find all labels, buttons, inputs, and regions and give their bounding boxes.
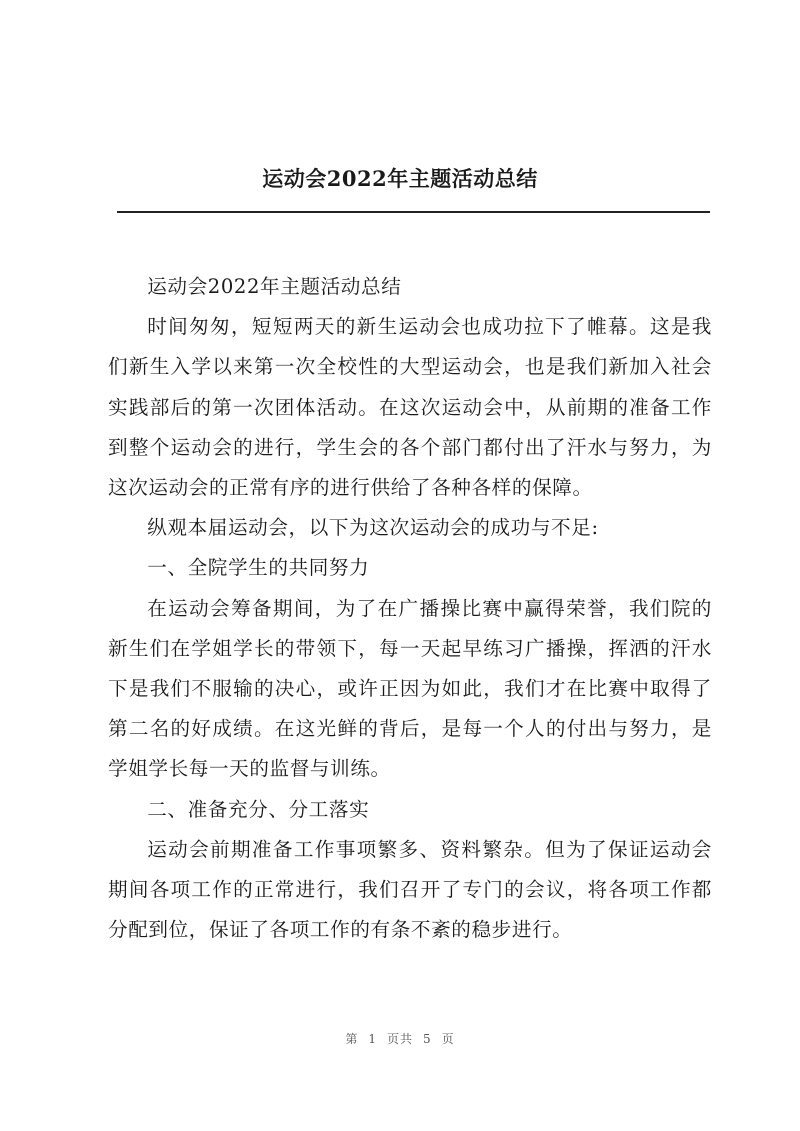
footer-prefix: 第 [345, 1032, 359, 1046]
paragraph-intro: 时间匆匆，短短两天的新生运动会也成功拉下了帷幕。这是我们新生入学以来第一次全校性的大型运动会，也是我们新加入社会实践部后的第一次团体活动。在这次运动会中，从前期的准备工作到整个运动会的进行，学生会的各个部门都付出了汗水与努力，为这次运动会的正常有序的进行供给了各种各样的保障。 [108, 315, 712, 500]
footer-middle: 页共 [386, 1032, 413, 1046]
footer-total-pages: 5 [423, 1032, 432, 1046]
section-heading-2: 二、准备充分、分工落实 [147, 797, 370, 821]
page-footer [0, 1030, 800, 1047]
document-title: 运动会2022年主题活动总结 [262, 166, 538, 191]
paragraph-section-1: 在运动会筹备期间，为了在广播操比赛中赢得荣誉，我们院的新生们在学姐学长的带领下，每一天起早练习广播操，挥洒的汗水下是我们不服输的决心，或许正因为如此，我们才在比赛中取得了第二名的好成绩。在这光鲜的背后，是每一个人的付出与努力，是学姐学长每一天的监督与训练。 [108, 596, 712, 781]
footer-suffix: 页 [441, 1032, 455, 1046]
section-heading-1: 一、全院学生的共同努力 [147, 556, 370, 580]
paragraph-section-2: 运动会前期准备工作事项繁多、资料繁杂。但为了保证运动会期间各项工作的正常进行，我们召开了专门的会议，将各项工作都分配到位，保证了各项工作的有条不紊的稳步进行。 [108, 837, 712, 942]
document-body [108, 267, 712, 950]
paragraph-overview: 纵观本届运动会，以下为这次运动会的成功与不足: [147, 516, 599, 540]
footer-current-page: 1 [368, 1032, 377, 1046]
paragraph-heading: 运动会2022年主题活动总结 [147, 275, 402, 298]
title-divider [117, 211, 710, 213]
